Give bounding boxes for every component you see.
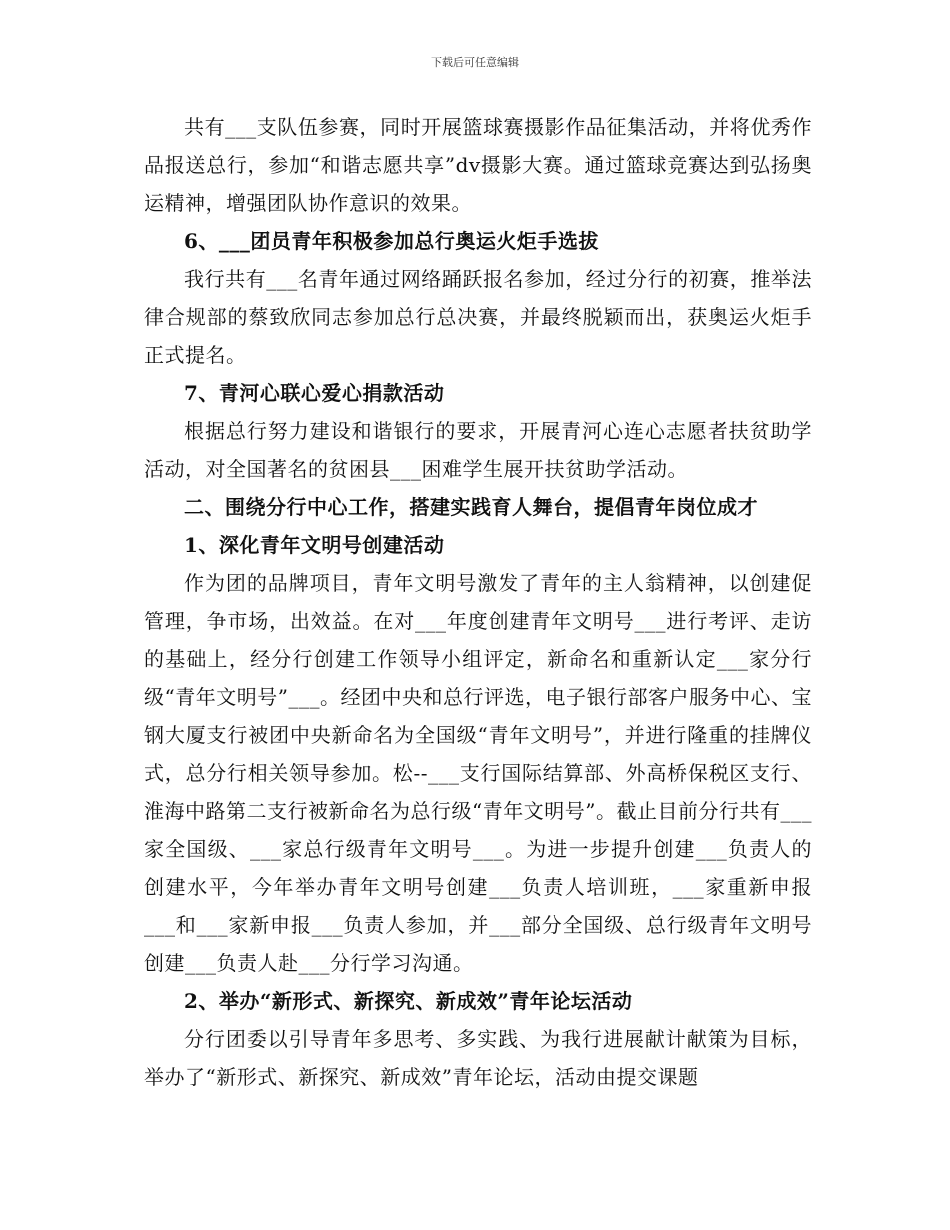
- document-body: [144, 108, 812, 1096]
- body-paragraph: 我行共有___名青年通过网络踊跃报名参加，经过分行的初赛，推举法律合规部的蔡致欣同志参加总行总决赛，并最终脱颖而出，获奥运火炬手正式提名。: [144, 267, 812, 367]
- section-heading: 二、围绕分行中心工作，搭建实践育人舞台，提倡青年岗位成才: [184, 495, 758, 519]
- section-heading: 7、青河心联心爱心捐款活动: [184, 381, 445, 405]
- body-paragraph: 作为团的品牌项目，青年文明号激发了青年的主人翁精神，以创建促管理，争市场，出效益。在对___年度创建青年文明号___进行考评、走访的基础上，经分行创建工作领导小组评定，新命名和重新认定___家分行级“青年文明号”___。经团中央和总行评选，电子银行部客户服务中心、宝钢大厦支行被团中央新命名为全国级“青年文明号”，并进行隆重的挂牌仪式，总分行相关领导参加。松--___支行国际结算部、外高桥保税区支行、淮海中路第二支行被新命名为总行级“青年文明号”。截止目前分行共有___家全国级、___家总行级青年文明号___。为进一步提升创建___负责人的创建水平，今年举办青年文明号创建___负责人培训班，___家重新申报___和___家新申报___负责人参加，并___部分全国级、总行级青年文明号创建___负责人赴___分行学习沟通。: [144, 571, 812, 975]
- page-header-note: 下载后可任意编辑: [431, 56, 519, 69]
- section-heading: 6、___团员青年积极参加总行奥运火炬手选拔: [184, 229, 599, 253]
- section-heading: 2、举办“新形式、新探究、新成效”青年论坛活动: [184, 989, 633, 1013]
- body-paragraph: 根据总行努力建设和谐银行的要求，开展青河心连心志愿者扶贫助学活动，对全国著名的贫困县___困难学生展开扶贫助学活动。: [144, 419, 812, 481]
- body-paragraph: 分行团委以引导青年多思考、多实践、为我行进展献计献策为目标，举办了“新形式、新探究、新成效”青年论坛，活动由提交课题: [144, 1027, 812, 1089]
- section-heading: 1、深化青年文明号创建活动: [184, 533, 445, 557]
- body-paragraph: 共有___支队伍参赛，同时开展篮球赛摄影作品征集活动，并将优秀作品报送总行，参加“和谐志愿共享”dv摄影大赛。通过篮球竞赛达到弘扬奥运精神，增强团队协作意识的效果。: [144, 115, 812, 215]
